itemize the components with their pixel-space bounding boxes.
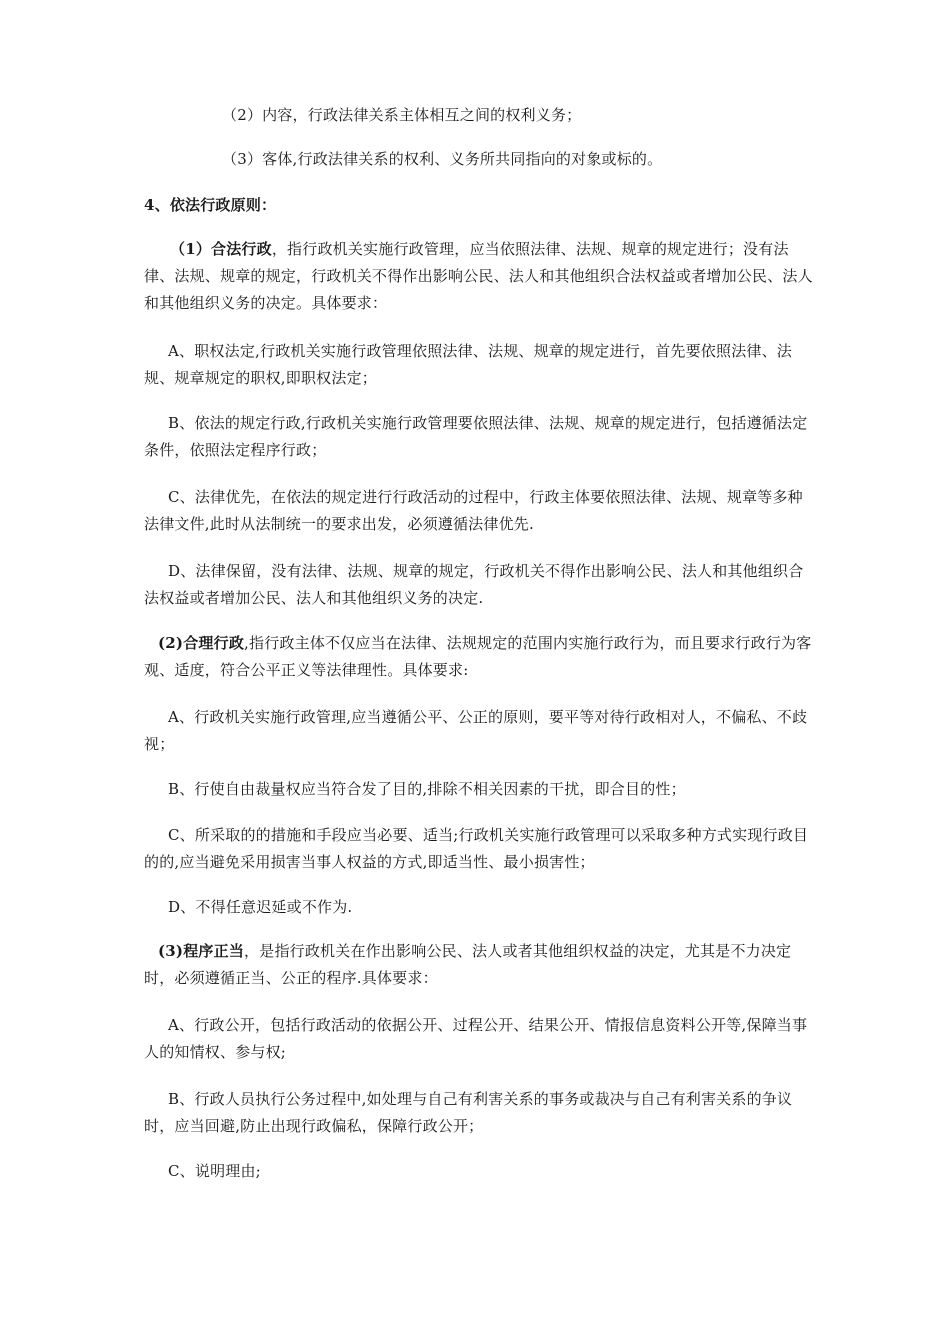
paragraph-text: A、职权法定,行政机关实施行政管理依照法律、法规、规章的规定进行，首先要依照法律、法规、规章规定的职权,即职权法定； (144, 342, 793, 387)
section-heading (144, 192, 816, 219)
paragraph-text: B、依法的规定行政,行政机关实施行政管理要依照法律、法规、规章的规定进行，包括遵循法定条件，依照法定程序行政； (144, 414, 808, 459)
paragraph-lead: （1）合法行政 (170, 240, 272, 258)
paragraph-text: ，指行政机关实施行政管理，应当依照法律、法规、规章的规定进行；没有法律、法规、规章的规定，行政机关不得作出影响公民、法人和其他组织合法权益或者增加公民、法人和其他组织义务的决定。具体要求： (144, 240, 813, 312)
paragraph-text: D、不得任意迟延或不作为. (168, 898, 353, 916)
paragraph-item-b (144, 1086, 816, 1140)
paragraph-item-a (144, 1012, 816, 1066)
paragraph-text: A、行政机关实施行政管理,应当遵循公平、公正的原则，要平等对待行政相对人，不偏私、不歧视； (144, 708, 808, 753)
paragraph-text: C、说明理由; (168, 1162, 261, 1180)
paragraph-reasonable-administration (144, 630, 816, 684)
paragraph-text: C、所采取的的措施和手段应当必要、适当;行政机关实施行政管理可以采取多种方式实现行政目的的,应当避免采用损害当事人权益的方式,即适当性、最小损害性； (144, 826, 809, 871)
paragraph-text: （2）内容，行政法律关系主体相互之间的权利义务； (222, 106, 582, 124)
paragraph-item-c (144, 484, 816, 538)
paragraph-item-b (144, 776, 816, 803)
paragraph-text: D、法律保留，没有法律、法规、规章的规定，行政机关不得作出影响公民、法人和其他组织合法权益或者增加公民、法人和其他组织义务的决定. (144, 562, 804, 607)
paragraph-text: B、行使自由裁量权应当符合发了目的,排除不相关因素的干扰，即合目的性； (168, 780, 686, 798)
paragraph-text: （3）客体,行政法律关系的权利、义务所共同指向的对象或标的。 (222, 150, 663, 168)
paragraph-item-c (144, 822, 816, 876)
paragraph-lead: (3)程序正当 (158, 942, 245, 960)
paragraph-item-d (144, 894, 816, 921)
paragraph-lead: (2)合理行政 (158, 634, 245, 652)
paragraph-text: ，是指行政机关在作出影响公民、法人或者其他组织权益的决定，尤其是不力决定时，必须遵循正当、公正的程序.具体要求： (144, 942, 792, 987)
paragraph-content (144, 102, 816, 129)
paragraph-item-c (144, 1158, 816, 1185)
paragraph-text: A、行政公开，包括行政活动的依据公开、过程公开、结果公开、情报信息资料公开等,保障当事人的知情权、参与权; (144, 1016, 808, 1061)
paragraph-text: B、行政人员执行公务过程中,如处理与自己有利害关系的事务或裁决与自己有利害关系的争议时，应当回避,防止出现行政偏私，保障行政公开； (144, 1090, 793, 1135)
paragraph-item-b (144, 410, 816, 464)
paragraph-item-d (144, 558, 816, 612)
paragraph-item-a (144, 704, 816, 758)
paragraph-legal-administration (144, 236, 816, 317)
paragraph-due-process (144, 938, 816, 992)
heading-text: 4、依法行政原则： (144, 196, 277, 214)
paragraph-text: ,指行政主体不仅应当在法律、法规规定的范围内实施行政行为，而且要求行政行为客观、适度，符合公平正义等法律理性。具体要求: (144, 634, 812, 679)
paragraph-object (144, 146, 816, 173)
paragraph-text: C、法律优先，在依法的规定进行行政活动的过程中，行政主体要依照法律、法规、规章等多种法律文件,此时从法制统一的要求出发，必须遵循法律优先. (144, 488, 803, 533)
paragraph-item-a (144, 338, 816, 392)
